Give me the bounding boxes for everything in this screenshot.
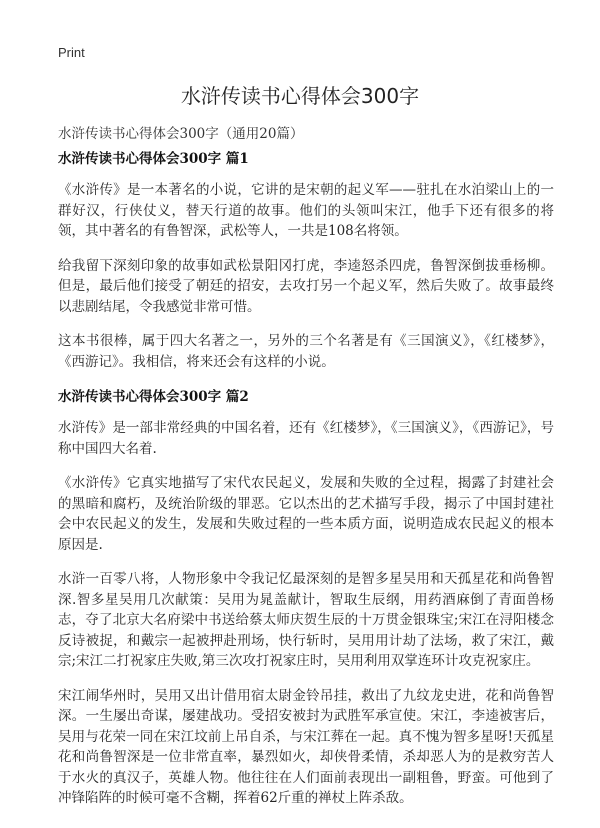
page-title: 水浒传读书心得体会300字	[180, 84, 420, 108]
print-link[interactable]: Print	[58, 45, 85, 60]
paragraph: 这本书很棒，属于四大名著之一，另外的三个名著是有《三国演义》，《红楼梦》，《西游记》。我相信，将来还会有这样的小说。	[58, 333, 554, 370]
paragraph: 水浒传》是一部非常经典的中国名着，还有《红楼梦》，《三国演义》，《西游记》，号称中国四大名着.	[58, 420, 554, 457]
paragraph: 给我留下深刻印象的故事如武松景阳冈打虎，李逵怒杀四虎，鲁智深倒拔垂杨柳。但是，最后他们接受了朝廷的招安，去攻打另一个起义军，然后失败了。故事最终以悲剧结尾，令我感觉非常可惜。	[58, 257, 554, 315]
paragraph: 宋江闹华州时，吴用又出计借用宿太尉金铃吊挂，救出了九纹龙史进，花和尚鲁智深。一生屡出奇谋，屡建战功。受招安被封为武胜军承宣使。宋江，李逵被害后，吴用与花荣一同在宋江坟前上吊自杀，与宋江葬在一起。真不愧为智多星呀!天孤星花和尚鲁智深是一位非常直率，暴烈如火，却侠骨柔情，杀却恶人为的是救穷苦人于水火的真汉子，英雄人物。他往往在人们面前表现出一副粗鲁，野蛮。可他到了冲锋陷阵的时候可毫不含糊，挥着62斤重的禅杖上阵杀敌。	[58, 687, 554, 806]
section-2	[58, 386, 554, 809]
paragraph: 《水浒传》是一本著名的小说，它讲的是宋朝的起义军——驻扎在水泊梁山上的一群好汉，行侠仗义，替天行道的故事。他们的头领叫宋江，他手下还有很多的将领，其中著名的有鲁智深，武松等人，一共是108名将领。	[58, 182, 554, 239]
paragraph: 《水浒传》它真实地描写了宋代农民起义，发展和失败的全过程，揭露了封建社会的黑暗和腐朽，及统治阶级的罪恶。它以杰出的艺术描写手段，揭示了中国封建社会中农民起义的发生，发展和失败过程的一些本质方面，说明造成农民起义的根本原因是.	[58, 475, 554, 553]
section-heading: 水浒传读书心得体会300字 篇2	[58, 389, 249, 405]
paragraph: 水浒一百零八将，人物形象中令我记忆最深刻的是智多星吴用和天孤星花和尚鲁智深.智多星吴用几次献策：吴用为晁盖献计，智取生辰纲，用药酒麻倒了青面兽杨志，夺了北京大名府梁中书送给蔡太师庆贺生辰的十万贯金银珠宝;宋江在浔阳楼念反诗被捉，和戴宗一起被押赴刑场，快行斩时，吴用用计劫了法场，救了宋江，戴宗;宋江二打祝家庄失败,第三次攻打祝家庄时，吴用利用双掌连环计攻克祝家庄。	[58, 571, 554, 669]
document-body	[58, 148, 554, 823]
section-heading: 水浒传读书心得体会300字 篇1	[58, 151, 249, 167]
section-1	[58, 148, 554, 372]
document-subtitle: 水浒传读书心得体会300字（通用20篇）	[58, 126, 304, 142]
